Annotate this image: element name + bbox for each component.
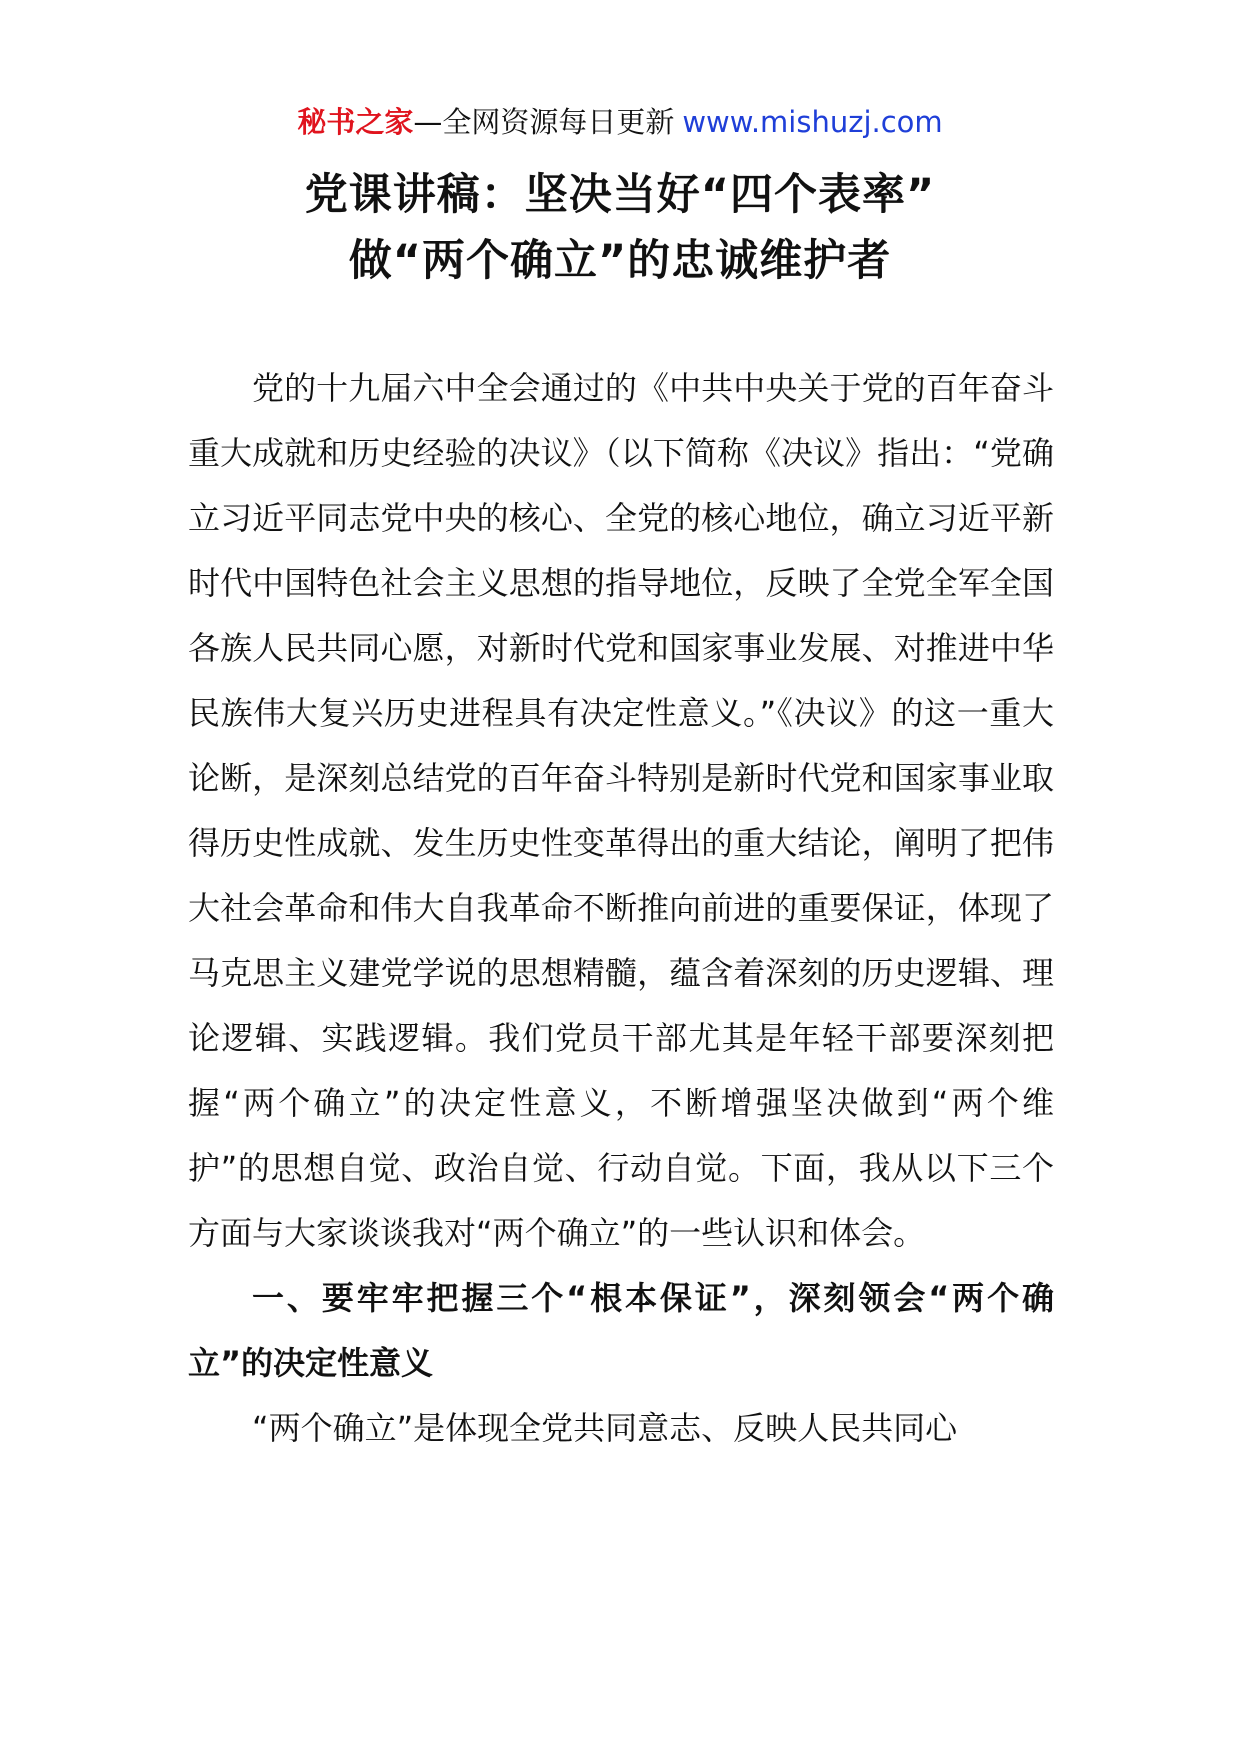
title-line-1: 党课讲稿：坚决当好“四个表率” [304,170,936,220]
paragraph-section-1: “两个确立”是体现全党共同意志、反映人民共同心 [252,1409,958,1447]
site-tagline: —全网资源每日更新 [413,105,675,139]
document-body [188,356,1054,1461]
paragraph-intro: 党的十九届六中全会通过的《中共中央关于党的百年奋斗重大成就和历史经验的决议》（以下简称《决议》指出：“党确立习近平同志党中央的核心、全党的核心地位，确立习近平新时代中国特色社会主义思想的指导地位，反映了全党全军全国各族人民共同心愿，对新时代党和国家事业发展、对推进中华民族伟大复兴历史进程具有决定性意义。”《决议》的这一重大论断，是深刻总结党的百年奋斗特别是新时代党和国家事业取得历史性成就、发生历史性变革得出的重大结论，阐明了把伟大社会革命和伟大自我革命不断推向前进的重要保证，体现了马克思主义建党学说的思想精髓，蕴含着深刻的历史逻辑、理论逻辑、实践逻辑。我们党员干部尤其是年轻干部要深刻把握“两个确立”的决定性意义，不断增强坚决做到“两个维护”的思想自觉、政治自觉、行动自觉。下面，我从以下三个方面与大家谈谈我对“两个确立”的一些认识和体会。 [188,369,1054,1252]
document-title [0,162,1240,294]
site-url: www.mishuzj.com [682,105,943,139]
site-brand: 秘书之家 [297,105,414,139]
title-line-2: 做“两个确立”的忠诚维护者 [348,236,892,286]
site-header [0,102,1240,142]
section-heading-1: 一、要牢牢把握三个“根本保证”，深刻领会“两个确立”的决定性意义 [188,1279,1054,1382]
